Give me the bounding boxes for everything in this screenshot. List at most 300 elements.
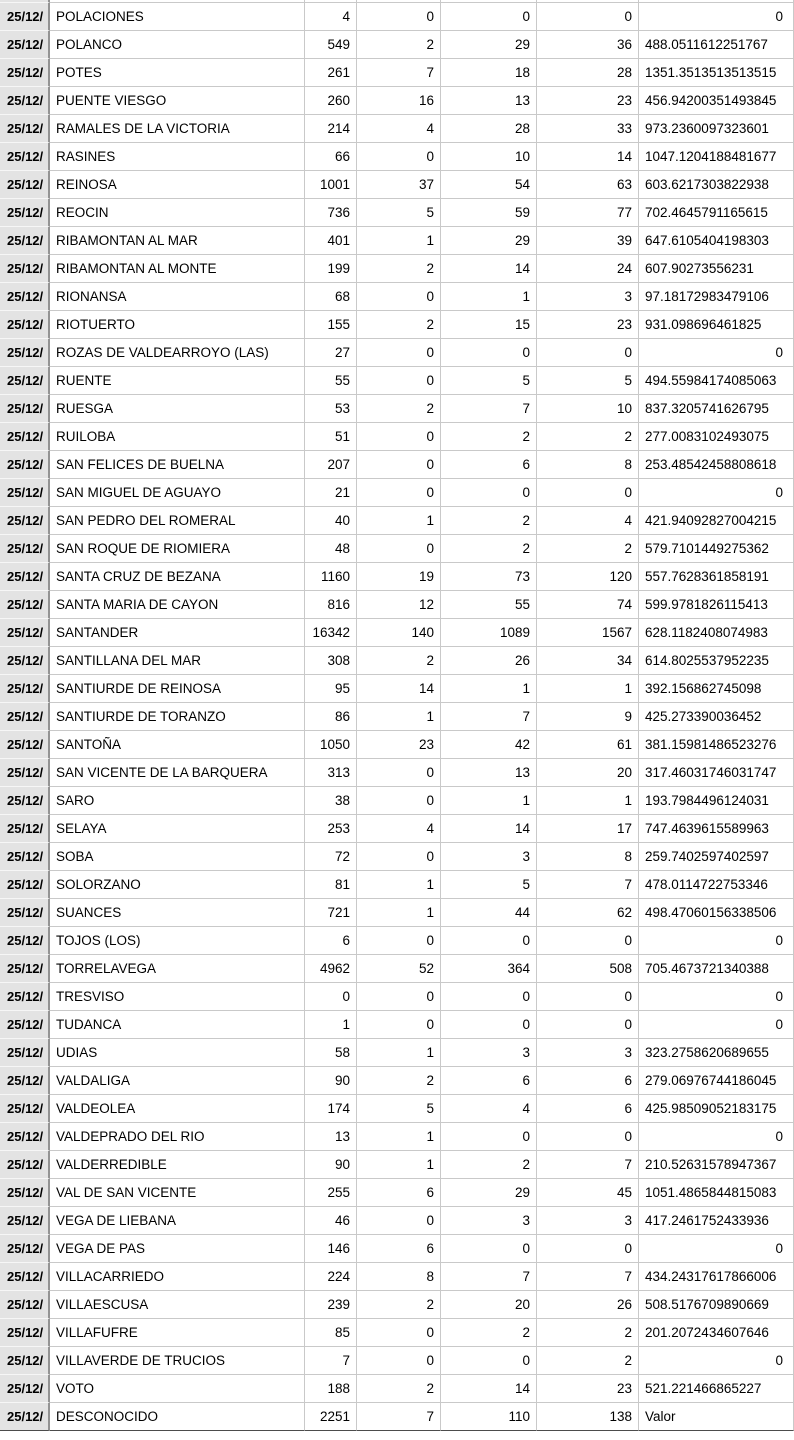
cell-date[interactable]: 25/12/ xyxy=(0,899,50,927)
cell-rate[interactable]: 253.48542458808618 xyxy=(639,451,794,479)
cell-value[interactable]: 174 xyxy=(305,1095,357,1123)
cell-rate[interactable]: 628.1182408074983 xyxy=(639,619,794,647)
cell-value[interactable]: 85 xyxy=(305,1319,357,1347)
cell-value[interactable]: 42 xyxy=(441,731,537,759)
cell-date[interactable]: 25/12/ xyxy=(0,787,50,815)
cell-value[interactable]: 3 xyxy=(441,1039,537,1067)
cell-rate[interactable]: 599.9781826115413 xyxy=(639,591,794,619)
cell-municipality[interactable]: SANTANDER xyxy=(50,619,305,647)
cell-value[interactable]: 14 xyxy=(441,815,537,843)
cell-date[interactable]: 25/12/ xyxy=(0,3,50,31)
cell-value[interactable]: 2 xyxy=(357,1291,441,1319)
cell-value[interactable]: 6 xyxy=(357,1179,441,1207)
cell-value[interactable]: 508 xyxy=(537,955,639,983)
cell-rate[interactable]: 0 xyxy=(639,1123,794,1151)
cell-value[interactable]: 8 xyxy=(357,1263,441,1291)
cell-value[interactable]: 1 xyxy=(357,1039,441,1067)
cell-municipality[interactable]: SOBA xyxy=(50,843,305,871)
cell-value[interactable]: 138 xyxy=(537,1403,639,1431)
cell-value[interactable]: 18 xyxy=(441,59,537,87)
cell-value[interactable]: 3 xyxy=(441,1207,537,1235)
cell-value[interactable]: 364 xyxy=(441,955,537,983)
cell-value[interactable]: 7 xyxy=(357,59,441,87)
cell-value[interactable]: 23 xyxy=(537,87,639,115)
cell-municipality[interactable]: REINOSA xyxy=(50,171,305,199)
cell-date[interactable]: 25/12/ xyxy=(0,647,50,675)
cell-value[interactable]: 110 xyxy=(441,1403,537,1431)
cell-date[interactable]: 25/12/ xyxy=(0,59,50,87)
cell-value[interactable]: 4 xyxy=(441,1095,537,1123)
cell-value[interactable]: 146 xyxy=(305,1235,357,1263)
cell-value[interactable]: 2 xyxy=(537,1319,639,1347)
cell-value[interactable]: 37 xyxy=(357,171,441,199)
cell-date[interactable]: 25/12/ xyxy=(0,367,50,395)
cell-value[interactable]: 253 xyxy=(305,815,357,843)
cell-value[interactable]: 8 xyxy=(537,451,639,479)
cell-date[interactable]: 25/12/ xyxy=(0,1095,50,1123)
cell-municipality[interactable]: VALDERREDIBLE xyxy=(50,1151,305,1179)
cell-rate[interactable]: 193.7984496124031 xyxy=(639,787,794,815)
cell-municipality[interactable]: SAN PEDRO DEL ROMERAL xyxy=(50,507,305,535)
cell-value[interactable]: 0 xyxy=(537,3,639,31)
cell-date[interactable]: 25/12/ xyxy=(0,703,50,731)
cell-rate[interactable]: 614.8025537952235 xyxy=(639,647,794,675)
cell-municipality[interactable]: RUENTE xyxy=(50,367,305,395)
cell-value[interactable]: 0 xyxy=(537,983,639,1011)
cell-value[interactable]: 48 xyxy=(305,535,357,563)
cell-date[interactable]: 25/12/ xyxy=(0,759,50,787)
cell-value[interactable]: 29 xyxy=(441,1179,537,1207)
cell-value[interactable]: 0 xyxy=(537,1235,639,1263)
cell-rate[interactable]: 0 xyxy=(639,3,794,31)
cell-value[interactable]: 2 xyxy=(537,1347,639,1375)
cell-value[interactable]: 7 xyxy=(357,1403,441,1431)
cell-value[interactable]: 13 xyxy=(305,1123,357,1151)
cell-municipality[interactable]: VILLAESCUSA xyxy=(50,1291,305,1319)
cell-value[interactable]: 51 xyxy=(305,423,357,451)
cell-value[interactable]: 2 xyxy=(441,1319,537,1347)
cell-date[interactable]: 25/12/ xyxy=(0,1123,50,1151)
cell-value[interactable]: 3 xyxy=(537,1207,639,1235)
cell-value[interactable]: 6 xyxy=(305,927,357,955)
cell-rate[interactable]: 1047.1204188481677 xyxy=(639,143,794,171)
cell-municipality[interactable]: RUILOBA xyxy=(50,423,305,451)
cell-date[interactable]: 25/12/ xyxy=(0,1375,50,1403)
cell-rate[interactable]: 603.6217303822938 xyxy=(639,171,794,199)
cell-value[interactable]: 6 xyxy=(441,451,537,479)
cell-date[interactable]: 25/12/ xyxy=(0,1347,50,1375)
cell-value[interactable]: 308 xyxy=(305,647,357,675)
cell-date[interactable]: 25/12/ xyxy=(0,927,50,955)
cell-value[interactable]: 21 xyxy=(305,479,357,507)
cell-value[interactable]: 1050 xyxy=(305,731,357,759)
cell-value[interactable]: 14 xyxy=(357,675,441,703)
cell-value[interactable]: 1567 xyxy=(537,619,639,647)
cell-rate[interactable]: 705.4673721340388 xyxy=(639,955,794,983)
cell-municipality[interactable]: VEGA DE PAS xyxy=(50,1235,305,1263)
cell-value[interactable]: 2 xyxy=(357,395,441,423)
cell-value[interactable]: 0 xyxy=(357,787,441,815)
cell-rate[interactable]: 425.273390036452 xyxy=(639,703,794,731)
cell-value[interactable]: 207 xyxy=(305,451,357,479)
cell-value[interactable]: 1 xyxy=(305,1011,357,1039)
cell-municipality[interactable]: RASINES xyxy=(50,143,305,171)
cell-date[interactable]: 25/12/ xyxy=(0,1067,50,1095)
cell-value[interactable]: 1 xyxy=(537,787,639,815)
cell-value[interactable]: 14 xyxy=(441,1375,537,1403)
cell-value[interactable]: 0 xyxy=(441,1235,537,1263)
cell-date[interactable]: 25/12/ xyxy=(0,1039,50,1067)
cell-rate[interactable]: 417.2461752433936 xyxy=(639,1207,794,1235)
cell-value[interactable]: 7 xyxy=(441,395,537,423)
cell-value[interactable]: 1 xyxy=(357,1123,441,1151)
cell-value[interactable]: 0 xyxy=(357,843,441,871)
cell-value[interactable]: 28 xyxy=(537,59,639,87)
cell-value[interactable]: 0 xyxy=(357,451,441,479)
cell-date[interactable]: 25/12/ xyxy=(0,815,50,843)
cell-value[interactable]: 188 xyxy=(305,1375,357,1403)
cell-municipality[interactable]: TUDANCA xyxy=(50,1011,305,1039)
cell-rate[interactable]: 931.098696461825 xyxy=(639,311,794,339)
cell-value[interactable]: 20 xyxy=(441,1291,537,1319)
cell-municipality[interactable]: ROZAS DE VALDEARROYO (LAS) xyxy=(50,339,305,367)
cell-rate[interactable]: 747.4639615589963 xyxy=(639,815,794,843)
cell-municipality[interactable]: SELAYA xyxy=(50,815,305,843)
cell-municipality[interactable]: SANTA MARIA DE CAYON xyxy=(50,591,305,619)
cell-value[interactable]: 120 xyxy=(537,563,639,591)
cell-rate[interactable]: 478.0114722753346 xyxy=(639,871,794,899)
cell-value[interactable]: 140 xyxy=(357,619,441,647)
cell-value[interactable]: 7 xyxy=(441,1263,537,1291)
cell-municipality[interactable]: POLACIONES xyxy=(50,3,305,31)
cell-value[interactable]: 62 xyxy=(537,899,639,927)
cell-date[interactable]: 25/12/ xyxy=(0,1207,50,1235)
cell-value[interactable]: 736 xyxy=(305,199,357,227)
cell-value[interactable]: 33 xyxy=(537,115,639,143)
cell-value[interactable]: 6 xyxy=(441,1067,537,1095)
cell-date[interactable]: 25/12/ xyxy=(0,31,50,59)
cell-value[interactable]: 0 xyxy=(357,339,441,367)
cell-value[interactable]: 16 xyxy=(357,87,441,115)
cell-value[interactable]: 4 xyxy=(357,115,441,143)
cell-date[interactable]: 25/12/ xyxy=(0,115,50,143)
cell-value[interactable]: 8 xyxy=(537,843,639,871)
cell-value[interactable]: 0 xyxy=(357,1207,441,1235)
cell-value[interactable]: 53 xyxy=(305,395,357,423)
cell-value[interactable]: 20 xyxy=(537,759,639,787)
cell-rate[interactable]: 1051.4865844815083 xyxy=(639,1179,794,1207)
cell-value[interactable]: 0 xyxy=(441,1123,537,1151)
cell-rate[interactable]: 498.47060156338506 xyxy=(639,899,794,927)
cell-value[interactable]: 13 xyxy=(441,87,537,115)
cell-value[interactable]: 4 xyxy=(537,507,639,535)
cell-municipality[interactable]: POTES xyxy=(50,59,305,87)
cell-value[interactable]: 0 xyxy=(357,983,441,1011)
cell-value[interactable]: 13 xyxy=(441,759,537,787)
cell-value[interactable]: 1 xyxy=(357,227,441,255)
cell-rate[interactable]: 488.0511612251767 xyxy=(639,31,794,59)
cell-value[interactable]: 90 xyxy=(305,1151,357,1179)
cell-date[interactable]: 25/12/ xyxy=(0,1235,50,1263)
cell-value[interactable]: 0 xyxy=(441,983,537,1011)
cell-value[interactable]: 24 xyxy=(537,255,639,283)
cell-rate[interactable]: 1351.3513513513515 xyxy=(639,59,794,87)
cell-value[interactable]: 816 xyxy=(305,591,357,619)
cell-date[interactable]: 25/12/ xyxy=(0,255,50,283)
cell-value[interactable]: 27 xyxy=(305,339,357,367)
cell-value[interactable]: 0 xyxy=(357,479,441,507)
cell-date[interactable]: 25/12/ xyxy=(0,843,50,871)
cell-municipality[interactable]: VEGA DE LIEBANA xyxy=(50,1207,305,1235)
cell-value[interactable]: 46 xyxy=(305,1207,357,1235)
cell-value[interactable]: 59 xyxy=(441,199,537,227)
cell-date[interactable]: 25/12/ xyxy=(0,507,50,535)
cell-value[interactable]: 36 xyxy=(537,31,639,59)
cell-rate[interactable]: 259.7402597402597 xyxy=(639,843,794,871)
cell-date[interactable]: 25/12/ xyxy=(0,171,50,199)
cell-value[interactable]: 0 xyxy=(441,1011,537,1039)
cell-value[interactable]: 224 xyxy=(305,1263,357,1291)
cell-value[interactable]: 86 xyxy=(305,703,357,731)
cell-value[interactable]: 58 xyxy=(305,1039,357,1067)
cell-value[interactable]: 23 xyxy=(357,731,441,759)
cell-value[interactable]: 1 xyxy=(441,675,537,703)
cell-value[interactable]: 2251 xyxy=(305,1403,357,1431)
cell-value[interactable]: 44 xyxy=(441,899,537,927)
cell-rate[interactable]: 434.24317617866006 xyxy=(639,1263,794,1291)
cell-date[interactable]: 25/12/ xyxy=(0,1319,50,1347)
cell-rate[interactable]: 381.15981486523276 xyxy=(639,731,794,759)
cell-date[interactable]: 25/12/ xyxy=(0,227,50,255)
cell-municipality[interactable]: TORRELAVEGA xyxy=(50,955,305,983)
cell-municipality[interactable]: VAL DE SAN VICENTE xyxy=(50,1179,305,1207)
cell-rate[interactable]: Valor xyxy=(639,1403,794,1431)
cell-date[interactable]: 25/12/ xyxy=(0,1291,50,1319)
cell-value[interactable]: 721 xyxy=(305,899,357,927)
cell-rate[interactable]: 279.06976744186045 xyxy=(639,1067,794,1095)
cell-value[interactable]: 1160 xyxy=(305,563,357,591)
cell-rate[interactable]: 0 xyxy=(639,339,794,367)
cell-value[interactable]: 2 xyxy=(357,31,441,59)
cell-rate[interactable]: 521.221466865227 xyxy=(639,1375,794,1403)
cell-value[interactable]: 5 xyxy=(357,1095,441,1123)
cell-value[interactable]: 0 xyxy=(441,3,537,31)
cell-value[interactable]: 2 xyxy=(441,1151,537,1179)
cell-value[interactable]: 0 xyxy=(305,983,357,1011)
cell-value[interactable]: 2 xyxy=(357,311,441,339)
cell-value[interactable]: 2 xyxy=(357,1067,441,1095)
cell-value[interactable]: 0 xyxy=(537,927,639,955)
cell-municipality[interactable]: VALDEOLEA xyxy=(50,1095,305,1123)
cell-value[interactable]: 0 xyxy=(357,1319,441,1347)
cell-municipality[interactable]: SUANCES xyxy=(50,899,305,927)
cell-value[interactable]: 61 xyxy=(537,731,639,759)
cell-value[interactable]: 2 xyxy=(357,647,441,675)
cell-date[interactable]: 25/12/ xyxy=(0,1011,50,1039)
cell-municipality[interactable]: SARO xyxy=(50,787,305,815)
cell-rate[interactable]: 317.46031746031747 xyxy=(639,759,794,787)
cell-value[interactable]: 90 xyxy=(305,1067,357,1095)
cell-value[interactable]: 40 xyxy=(305,507,357,535)
cell-municipality[interactable]: SANTILLANA DEL MAR xyxy=(50,647,305,675)
cell-municipality[interactable]: SANTOÑA xyxy=(50,731,305,759)
cell-date[interactable]: 25/12/ xyxy=(0,1179,50,1207)
cell-value[interactable]: 5 xyxy=(357,199,441,227)
cell-date[interactable]: 25/12/ xyxy=(0,1403,50,1431)
cell-rate[interactable]: 508.5176709890669 xyxy=(639,1291,794,1319)
cell-value[interactable]: 55 xyxy=(441,591,537,619)
cell-value[interactable]: 2 xyxy=(441,535,537,563)
cell-value[interactable]: 1 xyxy=(357,1151,441,1179)
cell-value[interactable]: 2 xyxy=(441,507,537,535)
cell-value[interactable]: 1089 xyxy=(441,619,537,647)
cell-value[interactable]: 14 xyxy=(441,255,537,283)
cell-date[interactable]: 25/12/ xyxy=(0,563,50,591)
cell-rate[interactable]: 456.94200351493845 xyxy=(639,87,794,115)
cell-rate[interactable]: 210.52631578947367 xyxy=(639,1151,794,1179)
cell-rate[interactable]: 323.2758620689655 xyxy=(639,1039,794,1067)
cell-value[interactable]: 239 xyxy=(305,1291,357,1319)
cell-municipality[interactable]: SANTIURDE DE REINOSA xyxy=(50,675,305,703)
cell-value[interactable]: 29 xyxy=(441,31,537,59)
cell-value[interactable]: 15 xyxy=(441,311,537,339)
cell-rate[interactable]: 0 xyxy=(639,1347,794,1375)
cell-value[interactable]: 74 xyxy=(537,591,639,619)
cell-value[interactable]: 5 xyxy=(441,871,537,899)
cell-value[interactable]: 0 xyxy=(441,479,537,507)
cell-value[interactable]: 23 xyxy=(537,1375,639,1403)
cell-rate[interactable]: 579.7101449275362 xyxy=(639,535,794,563)
cell-value[interactable]: 1001 xyxy=(305,171,357,199)
cell-value[interactable]: 72 xyxy=(305,843,357,871)
cell-value[interactable]: 34 xyxy=(537,647,639,675)
cell-municipality[interactable]: RIOTUERTO xyxy=(50,311,305,339)
cell-municipality[interactable]: RIBAMONTAN AL MAR xyxy=(50,227,305,255)
cell-value[interactable]: 29 xyxy=(441,227,537,255)
cell-rate[interactable]: 837.3205741626795 xyxy=(639,395,794,423)
cell-value[interactable]: 401 xyxy=(305,227,357,255)
cell-value[interactable]: 261 xyxy=(305,59,357,87)
cell-value[interactable]: 0 xyxy=(441,927,537,955)
cell-value[interactable]: 0 xyxy=(441,1347,537,1375)
cell-value[interactable]: 155 xyxy=(305,311,357,339)
cell-date[interactable]: 25/12/ xyxy=(0,395,50,423)
cell-date[interactable]: 25/12/ xyxy=(0,143,50,171)
cell-rate[interactable]: 0 xyxy=(639,1011,794,1039)
cell-municipality[interactable]: RUESGA xyxy=(50,395,305,423)
cell-value[interactable]: 1 xyxy=(441,787,537,815)
cell-municipality[interactable]: VILLAFUFRE xyxy=(50,1319,305,1347)
cell-municipality[interactable]: SAN ROQUE DE RIOMIERA xyxy=(50,535,305,563)
cell-value[interactable]: 7 xyxy=(305,1347,357,1375)
cell-value[interactable]: 549 xyxy=(305,31,357,59)
cell-value[interactable]: 0 xyxy=(441,339,537,367)
cell-rate[interactable]: 0 xyxy=(639,1235,794,1263)
cell-value[interactable]: 313 xyxy=(305,759,357,787)
cell-value[interactable]: 10 xyxy=(441,143,537,171)
cell-value[interactable]: 1 xyxy=(357,871,441,899)
cell-value[interactable]: 6 xyxy=(357,1235,441,1263)
cell-municipality[interactable]: UDIAS xyxy=(50,1039,305,1067)
cell-value[interactable]: 52 xyxy=(357,955,441,983)
cell-value[interactable]: 16342 xyxy=(305,619,357,647)
cell-value[interactable]: 81 xyxy=(305,871,357,899)
cell-date[interactable]: 25/12/ xyxy=(0,479,50,507)
cell-municipality[interactable]: TOJOS (LOS) xyxy=(50,927,305,955)
cell-value[interactable]: 7 xyxy=(537,1151,639,1179)
cell-date[interactable]: 25/12/ xyxy=(0,675,50,703)
cell-rate[interactable]: 647.6105404198303 xyxy=(639,227,794,255)
cell-date[interactable]: 25/12/ xyxy=(0,87,50,115)
cell-rate[interactable]: 702.4645791165615 xyxy=(639,199,794,227)
cell-value[interactable]: 1 xyxy=(441,283,537,311)
cell-rate[interactable]: 0 xyxy=(639,983,794,1011)
cell-value[interactable]: 39 xyxy=(537,227,639,255)
cell-value[interactable]: 12 xyxy=(357,591,441,619)
cell-date[interactable]: 25/12/ xyxy=(0,955,50,983)
cell-value[interactable]: 9 xyxy=(537,703,639,731)
cell-value[interactable]: 3 xyxy=(537,283,639,311)
cell-value[interactable]: 1 xyxy=(357,703,441,731)
cell-municipality[interactable]: RAMALES DE LA VICTORIA xyxy=(50,115,305,143)
cell-municipality[interactable]: VALDALIGA xyxy=(50,1067,305,1095)
cell-rate[interactable]: 494.55984174085063 xyxy=(639,367,794,395)
cell-municipality[interactable]: TRESVISO xyxy=(50,983,305,1011)
cell-value[interactable]: 28 xyxy=(441,115,537,143)
cell-municipality[interactable]: VILLAVERDE DE TRUCIOS xyxy=(50,1347,305,1375)
cell-date[interactable]: 25/12/ xyxy=(0,339,50,367)
cell-date[interactable]: 25/12/ xyxy=(0,619,50,647)
cell-value[interactable]: 45 xyxy=(537,1179,639,1207)
cell-value[interactable]: 7 xyxy=(441,703,537,731)
cell-municipality[interactable]: SAN VICENTE DE LA BARQUERA xyxy=(50,759,305,787)
cell-value[interactable]: 38 xyxy=(305,787,357,815)
cell-value[interactable]: 10 xyxy=(537,395,639,423)
cell-value[interactable]: 3 xyxy=(441,843,537,871)
cell-value[interactable]: 0 xyxy=(357,143,441,171)
cell-municipality[interactable]: VOTO xyxy=(50,1375,305,1403)
cell-value[interactable]: 1 xyxy=(537,675,639,703)
cell-value[interactable]: 4 xyxy=(305,3,357,31)
cell-rate[interactable]: 557.7628361858191 xyxy=(639,563,794,591)
cell-value[interactable]: 14 xyxy=(537,143,639,171)
cell-value[interactable]: 54 xyxy=(441,171,537,199)
cell-value[interactable]: 4962 xyxy=(305,955,357,983)
cell-value[interactable]: 0 xyxy=(357,283,441,311)
cell-value[interactable]: 0 xyxy=(357,927,441,955)
cell-municipality[interactable]: SAN MIGUEL DE AGUAYO xyxy=(50,479,305,507)
cell-date[interactable]: 25/12/ xyxy=(0,451,50,479)
cell-rate[interactable]: 277.0083102493075 xyxy=(639,423,794,451)
cell-value[interactable]: 2 xyxy=(537,535,639,563)
cell-date[interactable]: 25/12/ xyxy=(0,423,50,451)
cell-value[interactable]: 1 xyxy=(357,507,441,535)
cell-municipality[interactable]: SOLORZANO xyxy=(50,871,305,899)
cell-value[interactable]: 26 xyxy=(441,647,537,675)
cell-municipality[interactable]: DESCONOCIDO xyxy=(50,1403,305,1431)
cell-value[interactable]: 2 xyxy=(441,423,537,451)
cell-date[interactable]: 25/12/ xyxy=(0,591,50,619)
cell-date[interactable]: 25/12/ xyxy=(0,1263,50,1291)
cell-date[interactable]: 25/12/ xyxy=(0,983,50,1011)
cell-value[interactable]: 0 xyxy=(537,339,639,367)
cell-value[interactable]: 4 xyxy=(357,815,441,843)
cell-value[interactable]: 95 xyxy=(305,675,357,703)
cell-rate[interactable]: 392.156862745098 xyxy=(639,675,794,703)
cell-date[interactable]: 25/12/ xyxy=(0,199,50,227)
cell-value[interactable]: 17 xyxy=(537,815,639,843)
cell-municipality[interactable]: VALDEPRADO DEL RIO xyxy=(50,1123,305,1151)
